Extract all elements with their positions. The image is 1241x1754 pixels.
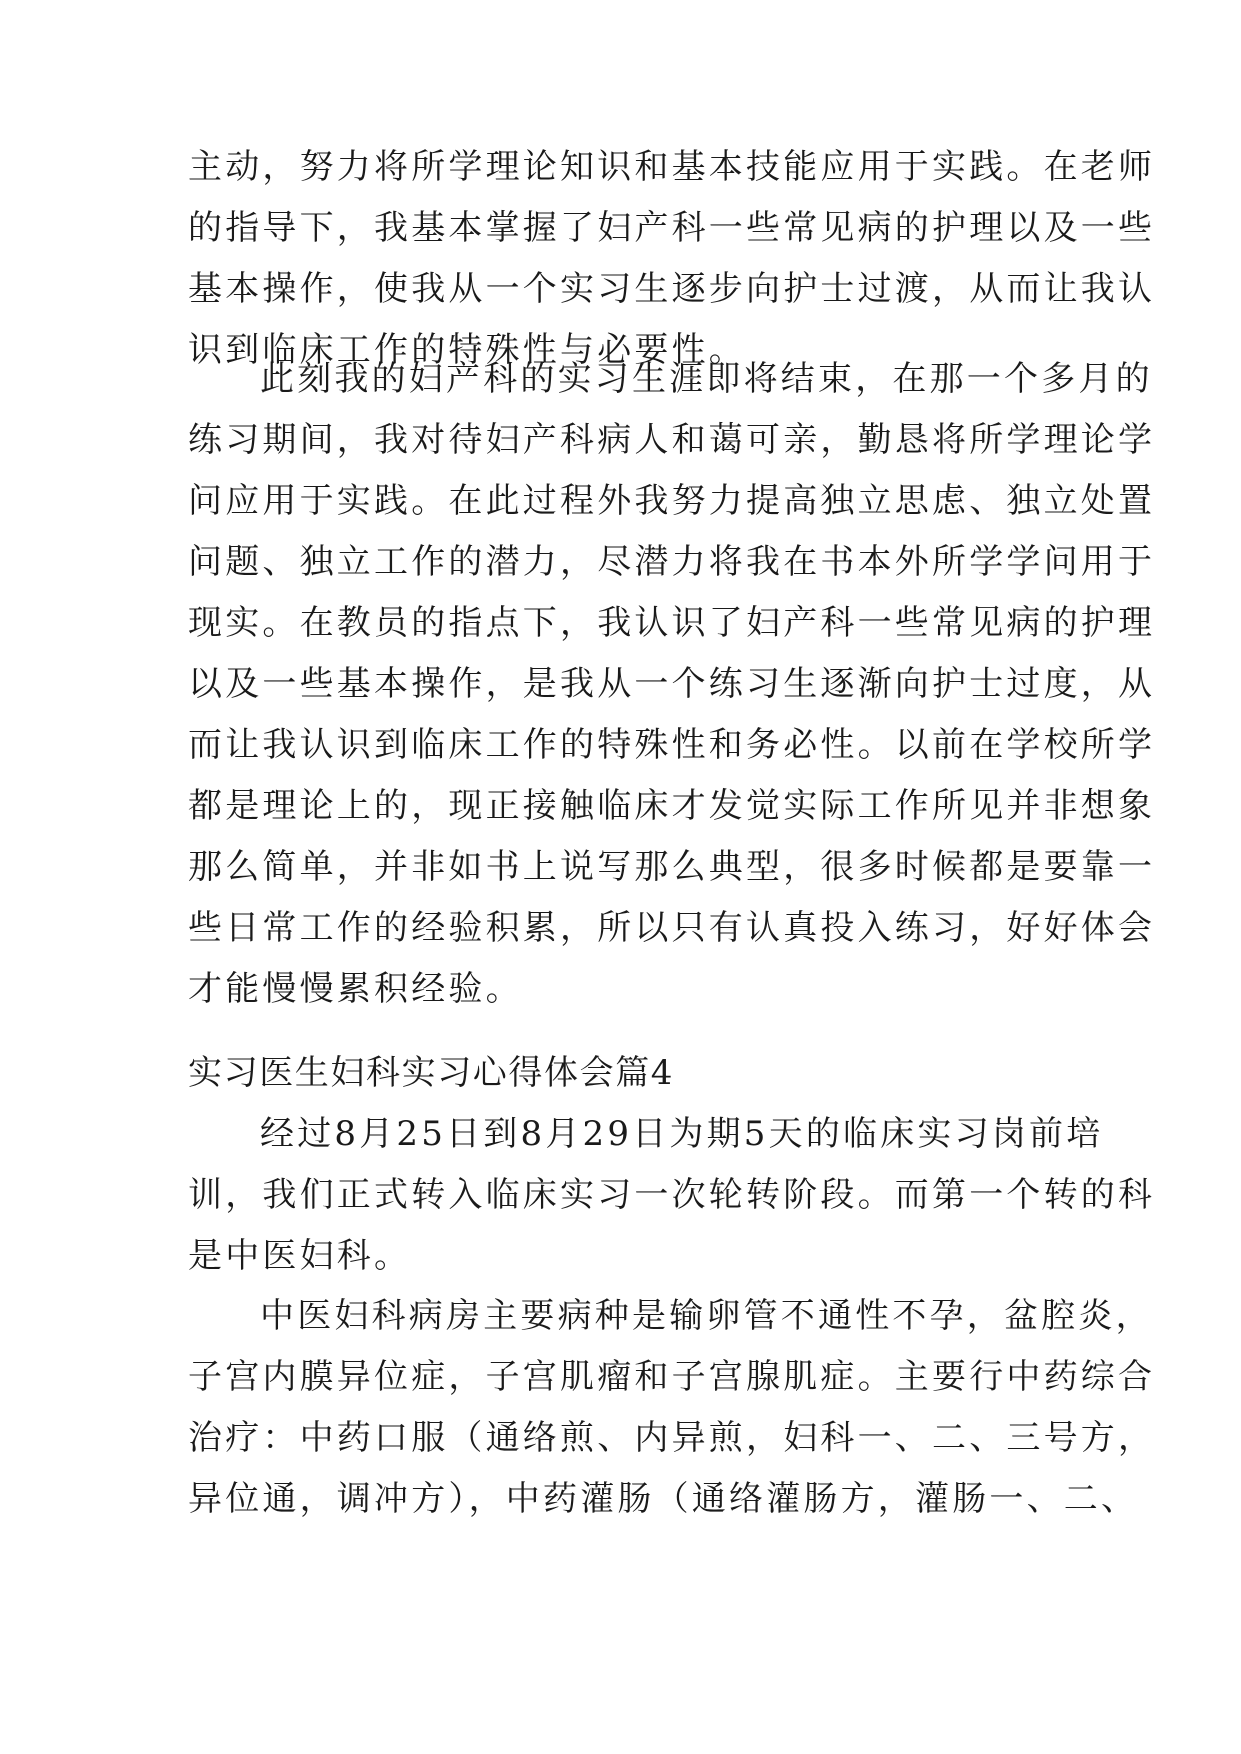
paragraph-internship-summary [188,349,1156,1020]
text-line: 异位通，调冲方），中药灌肠（通络灌肠方，灌肠一、二、 [188,1479,1139,1519]
text-line: 子宫内膜异位症，子宫肌瘤和子宫腺肌症。主要行中药综合 [188,1357,1156,1397]
paragraph-tcm-gynecology [188,1286,1156,1530]
text-line: 现实。在教员的指点下，我认识了妇产科一些常见病的护理 [188,603,1156,643]
text-line: 是中医妇科。 [188,1236,412,1276]
section-title: 实习医生妇科实习心得体会篇4 [188,1053,675,1093]
text-line: 问题、独立工作的潜力，尽潜力将我在书本外所学学问用于 [188,542,1156,582]
text-line: 中医妇科病房主要病种是输卵管不通性不孕，盆腔炎， [260,1296,1153,1336]
text-line: 的指导下，我基本掌握了妇产科一些常见病的护理以及一些 [188,208,1156,248]
text-line: 些日常工作的经验积累，所以只有认真投入练习，好好体会 [188,908,1156,948]
text-line: 问应用于实践。在此过程外我努力提高独立思虑、独立处置 [188,481,1156,521]
text-line: 练习期间，我对待妇产科病人和蔼可亲，勤恳将所学理论学 [188,420,1156,460]
text-line: 经过8月25日到8月29日为期5天的临床实习岗前培 [260,1114,1104,1154]
paragraph-training [188,1104,1156,1287]
text-line: 才能慢慢累积经验。 [188,969,523,1009]
text-line: 都是理论上的，现正接触临床才发觉实际工作所见并非想象 [188,786,1156,826]
text-line: 识到临床工作的特殊性与必要性。 [188,330,746,370]
text-line: 此刻我的妇产科的实习生涯即将结束，在那一个多月的 [260,359,1153,399]
text-line: 以及一些基本操作，是我从一个练习生逐渐向护士过度，从 [188,664,1156,704]
text-line: 主动，努力将所学理论知识和基本技能应用于实践。在老师 [188,147,1156,187]
text-line: 基本操作，使我从一个实习生逐步向护士过渡，从而让我认 [188,269,1156,309]
text-line: 而让我认识到临床工作的特殊性和务必性。以前在学校所学 [188,725,1156,765]
text-line: 训，我们正式转入临床实习一次轮转阶段。而第一个转的科 [188,1175,1156,1215]
text-line: 治疗：中药口服（通络煎、内异煎，妇科一、二、三号方， [188,1418,1156,1458]
text-line: 那么简单，并非如书上说写那么典型，很多时候都是要靠一 [188,847,1156,887]
section-heading [188,1043,1056,1104]
